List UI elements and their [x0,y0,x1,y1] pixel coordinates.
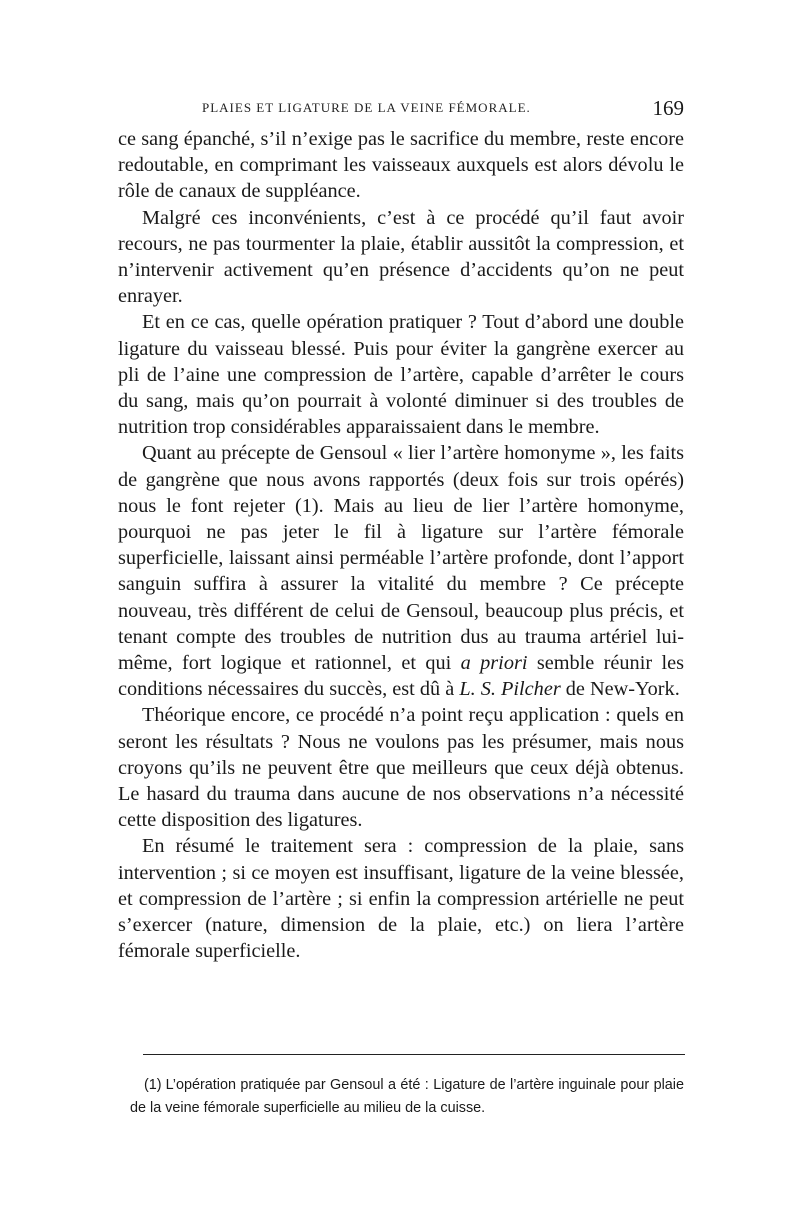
running-head [118,96,684,126]
paragraph-text: Malgré ces inconvénients, c’est à ce procédé qu’il faut avoir recours, ne pas tourmenter la plaie, établir aussitôt la compression, et n’intervenir activement qu’en présence d’accidents qu’on ne peut enrayer. [118,206,684,308]
paragraph-2 [118,205,684,310]
paragraph-text-middle: semble réunir les conditions nécessaires du succès, est dû à [118,652,684,701]
paragraph-text: Théorique encore, ce procédé n’a point reçu application : quels en seront les résultats ? Nous ne voulons pas les présumer, mais nous croyons qu’ils ne peuvent être que meilleurs que ceux déjà obtenus. Le hasard du trauma dans aucune de nos observations n’a nécessité cette disposition des ligatures. [118,704,684,832]
page-number: 169 [652,96,684,120]
paragraph-text-end: de New-York. [560,678,680,701]
paragraph-text: Quant au précepte de Gensoul « lier l’artère homonyme », les faits de gangrène que nous avons rapportés (deux fois sur trois opérés) nous le font rejeter (1). Mais au lieu de lier l’artère homonyme, pourquoi ne pas jeter le fil à ligature sur l’artère fémorale superficielle, laissant ainsi perméable l’artère profonde, dont l’apport sanguin suffira à assurer la vitalité du membre ? Ce précepte nouveau, très différent de celui de Gensoul, beaucoup plus précis, et tenant compte des troubles de nutrition dus au trauma artériel lui-même, fort logique et rationnel, et qui [118,442,684,675]
footnote-rule [143,1054,685,1055]
paragraph-text: En résumé le traitement sera : compression de la plaie, sans intervention ; si ce moyen est insuffisant, ligature de la veine blessée, et compression de l’artère ; si enfin la compression artérielle ne peut s’exercer (nature, dimension de la plaie, etc.) on liera l’artère fémorale superficielle. [118,835,684,963]
paragraph-text: Et en ce cas, quelle opération pratiquer ? Tout d’abord une double ligature du vaisseau blessé. Puis pour éviter la gangrène exercer au pli de l’aine une compression de l’artère, capable d’arrêter le cours du sang, mais qu’on pourrait à volonté diminuer si des troubles de nutrition trop considérables apparaissaient dans le membre. [118,311,684,439]
paragraph-6 [118,833,684,964]
paragraph-text: ce sang épanché, s’il n’exige pas le sacrifice du membre, reste encore redoutable, en comprimant les vaisseaux auxquels est alors dévolu le rôle de canaux de suppléance. [118,128,684,203]
paragraph-3 [118,309,684,440]
running-title: PLAIES ET LIGATURE DE LA VEINE FÉMORALE. [202,100,531,115]
paragraph-1 [118,126,684,205]
footnote-text: L’opération pratiquée par Gensoul a été : Ligature de l’artère inguinale pour plaie de la veine fémorale superficielle au milieu de la cuisse. [130,1077,684,1116]
paragraph-5 [118,702,684,833]
author-name: L. S. Pilcher [459,678,561,701]
footnote-mark: (1) [144,1077,162,1093]
paragraph-4 [118,440,684,702]
latin-phrase: a priori [460,652,528,675]
body-text [118,126,684,965]
footnote [130,1074,684,1120]
